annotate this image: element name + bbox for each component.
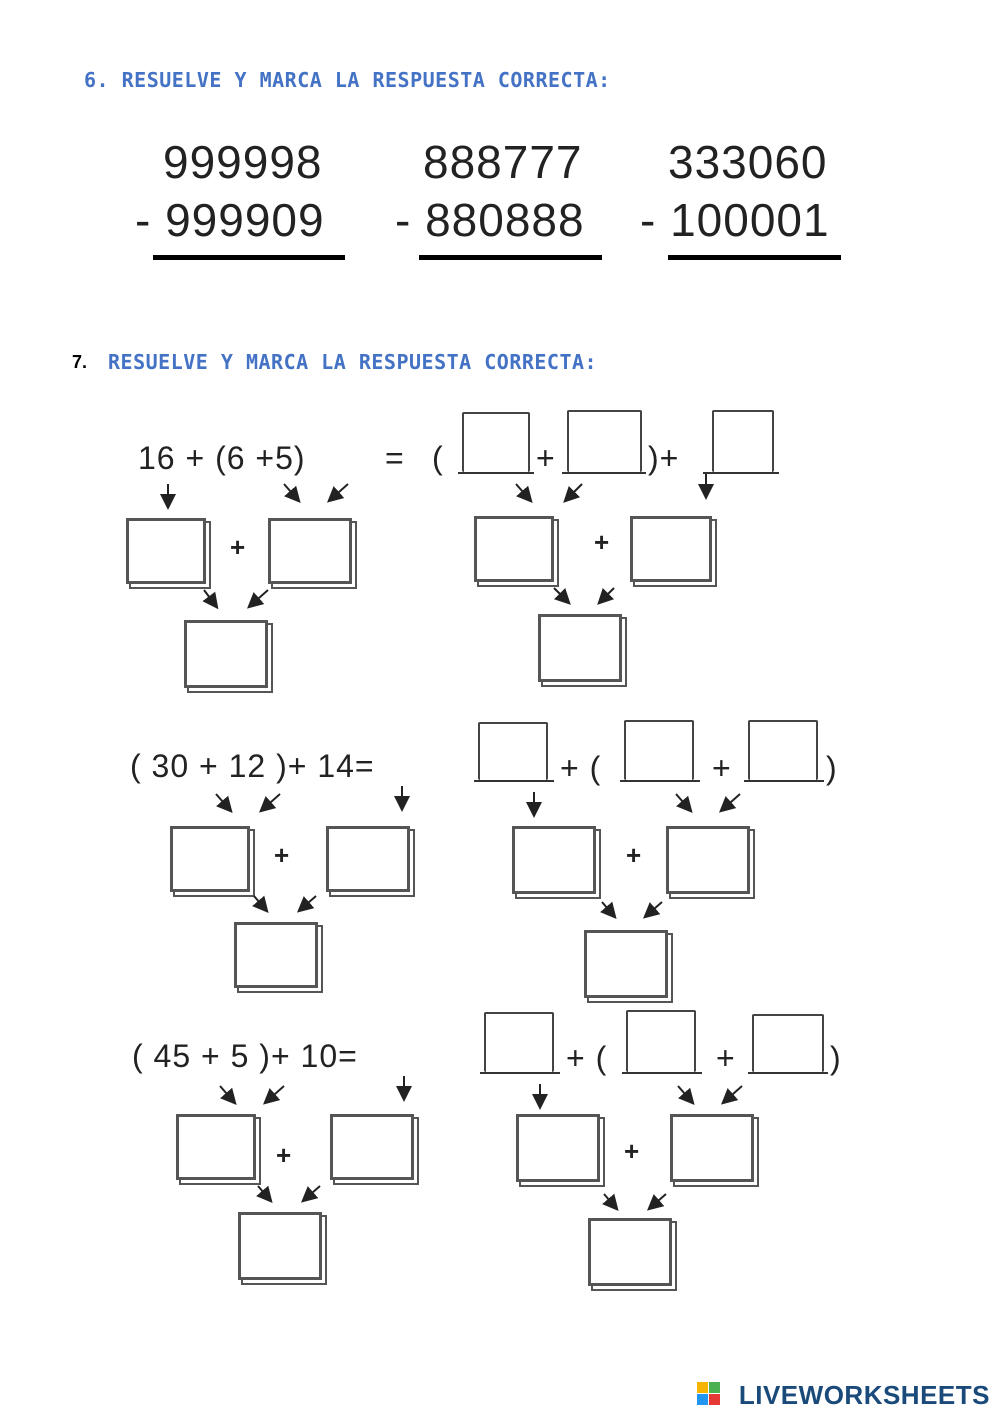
problem-1-open-paren: (	[432, 440, 444, 476]
subtraction-1-bottom: - 999909	[135, 194, 325, 246]
subtraction-2-bottom: - 880888	[395, 194, 585, 246]
section-7-number: 7.	[72, 352, 88, 372]
liveworksheets-logo-icon	[697, 1382, 721, 1406]
plus-sign: +	[230, 532, 246, 562]
plus-sign: +	[274, 840, 290, 870]
problem-1-equals: =	[385, 440, 405, 476]
problem-1-close: )+	[648, 440, 680, 476]
problem-3-plus: +	[716, 1040, 736, 1076]
plus-sign: +	[626, 840, 642, 870]
subtraction-3-bottom: - 100001	[640, 194, 830, 246]
problem-2-plus-open: + (	[560, 750, 602, 786]
problem-2-close: )	[826, 750, 838, 786]
subtraction-1-top: 999998	[163, 136, 323, 188]
logo-square	[709, 1382, 720, 1393]
problem-3-expression: ( 45 + 5 )+ 10=	[132, 1038, 358, 1074]
plus-sign: +	[594, 527, 610, 557]
subtraction-2-top: 888777	[423, 136, 583, 188]
problem-1-plus: +	[536, 440, 556, 476]
subtraction-3-top: 333060	[668, 136, 828, 188]
plus-sign: +	[624, 1136, 640, 1166]
arrows	[168, 474, 742, 1208]
footer-brand: LIVEWORKSHEETS	[738, 1380, 990, 1410]
logo-square	[697, 1394, 708, 1405]
problem-3-close: )	[830, 1040, 842, 1076]
logo-square	[709, 1394, 720, 1405]
problem-2-expression: ( 30 + 12 )+ 14=	[130, 748, 375, 784]
problem-2-plus: +	[712, 750, 732, 786]
problem-3-plus-open: + (	[566, 1040, 608, 1076]
logo-square	[697, 1382, 708, 1393]
section-6-heading: 6. RESUELVE Y MARCA LA RESPUESTA CORRECTA:	[84, 68, 611, 92]
section-7-heading: RESUELVE Y MARCA LA RESPUESTA CORRECTA:	[108, 350, 598, 374]
problem-1-expression: 16 + (6 +5)	[138, 440, 306, 476]
plus-sign: +	[276, 1140, 292, 1170]
